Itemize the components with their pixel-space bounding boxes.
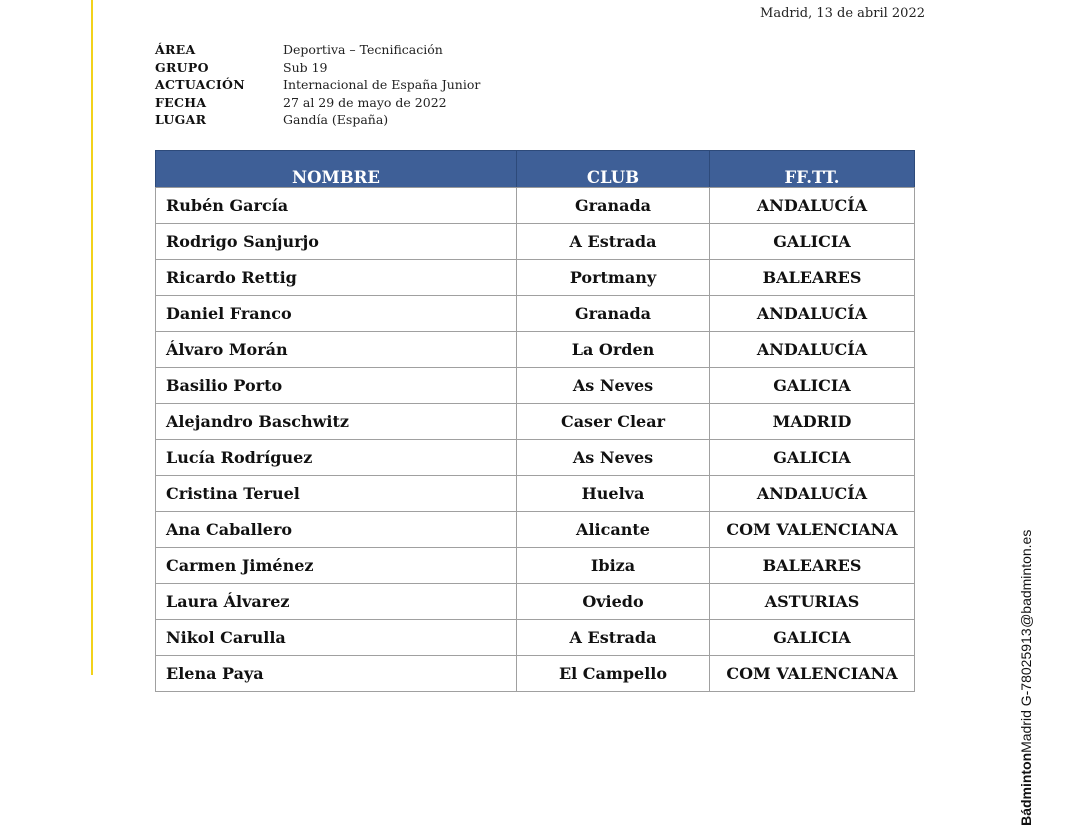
player-name: Elena Paya	[156, 656, 517, 692]
table-row	[156, 548, 915, 584]
player-club: La Orden	[517, 332, 710, 368]
player-federation: ANDALUCÍA	[710, 296, 915, 332]
meta-row-place	[155, 111, 480, 129]
player-club: A Estrada	[517, 620, 710, 656]
table-row	[156, 368, 915, 404]
margin-rule	[91, 0, 93, 675]
meta-value: Gandía (España)	[283, 112, 389, 127]
player-club: Oviedo	[517, 584, 710, 620]
table-header-row	[156, 151, 915, 188]
column-header-club: CLUB	[517, 151, 710, 188]
player-club: Alicante	[517, 512, 710, 548]
player-club: Caser Clear	[517, 404, 710, 440]
footer-email: @badminton.es	[1018, 530, 1034, 629]
meta-value: 27 al 29 de mayo de 2022	[283, 94, 447, 110]
table-row	[156, 440, 915, 476]
meta-row-date	[155, 94, 480, 112]
player-name: Cristina Teruel	[156, 476, 517, 512]
player-name: Rodrigo Sanjurjo	[156, 224, 517, 260]
meta-row-event	[155, 76, 480, 94]
player-club: Granada	[517, 188, 710, 224]
table-row	[156, 404, 915, 440]
player-club: A Estrada	[517, 224, 710, 260]
player-name: Daniel Franco	[156, 296, 517, 332]
table-row	[156, 332, 915, 368]
footer-registry: Madrid G-78025913	[1018, 628, 1034, 753]
player-name: Álvaro Morán	[156, 332, 517, 368]
player-name: Carmen Jiménez	[156, 548, 517, 584]
player-name: Basilio Porto	[156, 368, 517, 404]
player-federation: ANDALUCÍA	[710, 188, 915, 224]
meta-row-area	[155, 41, 480, 59]
player-federation: ANDALUCÍA	[710, 332, 915, 368]
table-row	[156, 476, 915, 512]
document-date: Madrid, 13 de abril 2022	[760, 6, 925, 21]
vertical-footer	[1015, 530, 1038, 826]
player-federation: GALICIA	[710, 368, 915, 404]
player-federation: BALEARES	[710, 260, 915, 296]
player-federation: GALICIA	[710, 224, 915, 260]
meta-label: LUGAR	[155, 112, 207, 127]
player-name: Ricardo Rettig	[156, 260, 517, 296]
meta-label: GRUPO	[155, 59, 209, 75]
meta-row-group	[155, 59, 480, 77]
player-club: El Campello	[517, 656, 710, 692]
player-club: As Neves	[517, 368, 710, 404]
player-name: Alejandro Baschwitz	[156, 404, 517, 440]
meta-label: ÁREA	[155, 42, 196, 57]
player-federation: GALICIA	[710, 440, 915, 476]
player-club: Huelva	[517, 476, 710, 512]
player-name: Ana Caballero	[156, 512, 517, 548]
metadata-block	[155, 41, 480, 129]
player-club: As Neves	[517, 440, 710, 476]
player-federation: GALICIA	[710, 620, 915, 656]
player-federation: COM VALENCIANA	[710, 656, 915, 692]
table-row	[156, 512, 915, 548]
footer-org: Bádminton	[1018, 752, 1034, 826]
table-row	[156, 188, 915, 224]
meta-label: ACTUACIÓN	[155, 77, 245, 92]
table-row	[156, 620, 915, 656]
player-name: Lucía Rodríguez	[156, 440, 517, 476]
meta-label: FECHA	[155, 94, 207, 110]
table-row	[156, 224, 915, 260]
meta-value: Deportiva – Tecnificación	[283, 42, 443, 57]
player-federation: MADRID	[710, 404, 915, 440]
player-table	[155, 150, 915, 692]
player-club: Portmany	[517, 260, 710, 296]
column-header-federation: FF.TT.	[710, 151, 915, 188]
player-club: Granada	[517, 296, 710, 332]
meta-value: Internacional de España Junior	[283, 77, 481, 92]
meta-value: Sub 19	[283, 59, 328, 75]
column-header-name: NOMBRE	[156, 151, 517, 188]
player-name: Rubén García	[156, 188, 517, 224]
table-row	[156, 584, 915, 620]
player-federation: BALEARES	[710, 548, 915, 584]
table-row	[156, 656, 915, 692]
player-federation: COM VALENCIANA	[710, 512, 915, 548]
player-federation: ASTURIAS	[710, 584, 915, 620]
table-row	[156, 260, 915, 296]
player-name: Laura Álvarez	[156, 584, 517, 620]
player-federation: ANDALUCÍA	[710, 476, 915, 512]
player-name: Nikol Carulla	[156, 620, 517, 656]
table-row	[156, 296, 915, 332]
player-club: Ibiza	[517, 548, 710, 584]
